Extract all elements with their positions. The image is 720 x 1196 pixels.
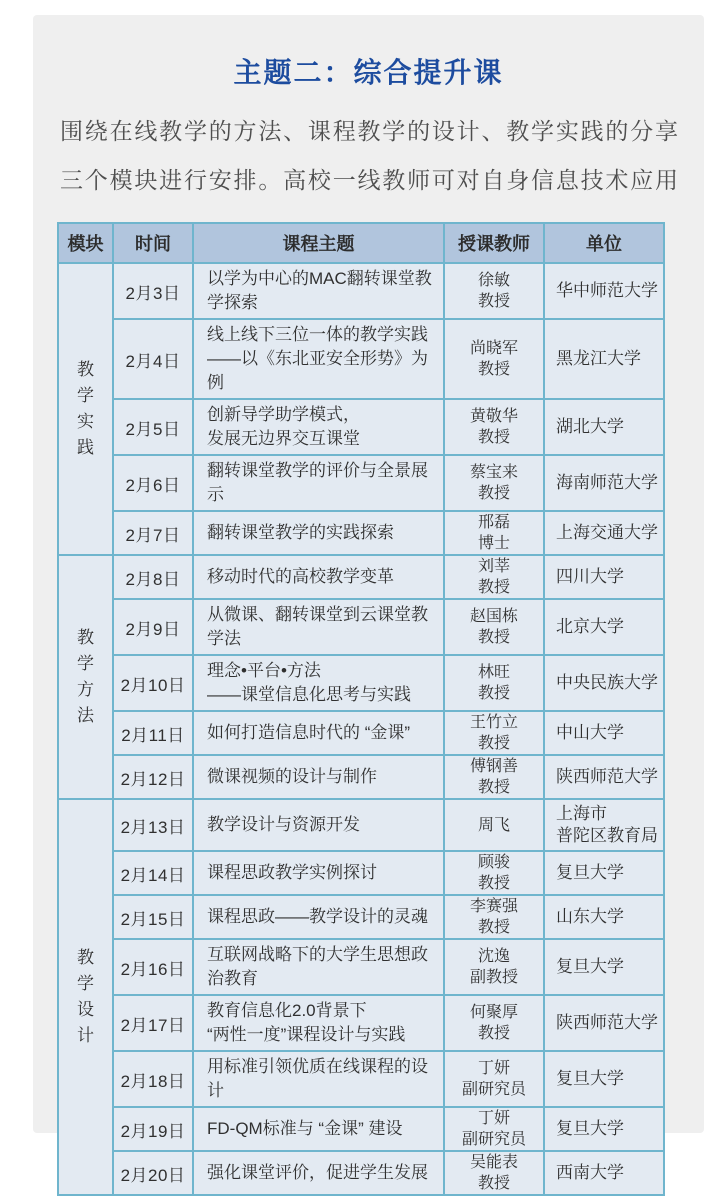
table-row — [58, 799, 664, 851]
teacher-cell — [444, 995, 544, 1051]
table-row — [58, 599, 664, 655]
date-cell-line: 2月9日 — [125, 619, 181, 639]
topic-cell — [193, 939, 444, 995]
unit-cell — [544, 1107, 664, 1151]
teacher-cell — [444, 1151, 544, 1195]
date-cell-line: 2月7日 — [125, 525, 181, 545]
topic-cell-line: 教学设计与资源开发 — [207, 815, 360, 834]
unit-cell-line: 山东大学 — [556, 907, 624, 926]
table-row — [58, 319, 664, 399]
unit-cell-line: 中山大学 — [556, 723, 624, 742]
date-cell — [113, 711, 193, 755]
teacher-cell-line: 教授 — [477, 1175, 510, 1192]
teacher-cell — [444, 799, 544, 851]
page-title: 主题二：综合提升课 — [233, 57, 504, 88]
teacher-cell — [444, 599, 544, 655]
date-cell — [113, 939, 193, 995]
module-label-char: 学 — [77, 974, 94, 993]
teacher-cell-line: 顾骏 — [477, 854, 510, 871]
module-cell — [58, 555, 113, 799]
teacher-cell-line: 傅钢善 — [469, 758, 518, 775]
topic-cell — [193, 263, 444, 319]
teacher-cell-line: 教授 — [477, 579, 510, 596]
table-row — [58, 263, 664, 319]
topic-cell-line: 以学为中心的MAC翻转课堂教学探索 — [207, 269, 432, 312]
module-label-char: 教 — [77, 628, 94, 647]
unit-cell — [544, 939, 664, 995]
teacher-cell — [444, 263, 544, 319]
table-header — [58, 223, 664, 263]
date-cell — [113, 755, 193, 799]
topic-cell-line: 微课视频的设计与制作 — [207, 767, 377, 786]
topic-cell-line: 创新导学助学模式， — [207, 405, 360, 424]
topic-cell-line: ——以《东北亚安全形势》为例 — [207, 349, 428, 392]
teacher-cell-line: 周飞 — [477, 816, 510, 834]
date-cell-line: 2月12日 — [120, 769, 186, 789]
teacher-cell-line: 教授 — [477, 1025, 510, 1042]
date-cell-line: 2月14日 — [120, 865, 186, 885]
date-cell-line: 2月16日 — [120, 959, 186, 979]
teacher-cell — [444, 851, 544, 895]
date-cell — [113, 455, 193, 511]
col-header-module: 模块 — [58, 223, 113, 263]
teacher-cell — [444, 755, 544, 799]
topic-cell — [193, 655, 444, 711]
unit-cell-line: 复旦大学 — [556, 863, 624, 882]
module-label-char: 践 — [77, 438, 94, 457]
teacher-cell-line: 教授 — [477, 919, 510, 936]
teacher-cell-line: 教授 — [477, 779, 510, 796]
table-row — [58, 895, 664, 939]
unit-cell — [544, 655, 664, 711]
topic-cell — [193, 455, 444, 511]
date-cell — [113, 1107, 193, 1151]
date-cell — [113, 851, 193, 895]
date-cell-line: 2月20日 — [120, 1165, 186, 1185]
teacher-cell — [444, 1051, 544, 1107]
topic-cell-line: 翻转课堂教学的实践探索 — [207, 523, 394, 542]
module-label-char: 方 — [77, 680, 94, 699]
topic-cell-line: ——课堂信息化思考与实践 — [207, 685, 411, 704]
col-header-teacher: 授课教师 — [444, 223, 544, 263]
unit-cell — [544, 399, 664, 455]
teacher-cell-line: 丁妍 — [477, 1110, 510, 1127]
intro-paragraph — [60, 107, 678, 205]
table-row — [58, 399, 664, 455]
topic-cell-line: 线上线下三位一体的教学实践 — [207, 325, 428, 344]
teacher-cell — [444, 399, 544, 455]
topic-cell-line: 强化课堂评价，促进学生发展 — [207, 1163, 428, 1182]
teacher-cell-line: 黄敬华 — [469, 408, 518, 425]
table-row — [58, 711, 664, 755]
unit-cell — [544, 995, 664, 1051]
date-cell — [113, 655, 193, 711]
topic-cell — [193, 755, 444, 799]
teacher-cell-line: 教授 — [477, 429, 510, 446]
module-label-char: 法 — [77, 706, 94, 725]
topic-cell-line: 发展无边界交互课堂 — [207, 429, 360, 448]
table-row — [58, 755, 664, 799]
topic-cell — [193, 511, 444, 555]
teacher-cell-line: 丁妍 — [477, 1060, 510, 1077]
unit-cell-line: 湖北大学 — [556, 417, 624, 436]
teacher-cell-line: 博士 — [477, 535, 510, 552]
col-header-unit: 单位 — [544, 223, 664, 263]
date-cell-line: 2月13日 — [120, 817, 186, 837]
topic-cell — [193, 555, 444, 599]
topic-cell-line: 课程思政教学实例探讨 — [207, 863, 377, 882]
date-cell-line: 2月19日 — [120, 1121, 186, 1141]
topic-cell — [193, 1151, 444, 1195]
date-cell-line: 2月17日 — [120, 1015, 186, 1035]
topic-cell — [193, 799, 444, 851]
module-label-char: 计 — [77, 1026, 94, 1045]
teacher-cell-line: 李赛强 — [469, 898, 518, 915]
table-row — [58, 995, 664, 1051]
unit-cell — [544, 263, 664, 319]
unit-cell-line: 陕西师范大学 — [556, 767, 658, 786]
topic-cell — [193, 1107, 444, 1151]
unit-cell-line: 上海交通大学 — [556, 523, 658, 542]
unit-cell-line: 黑龙江大学 — [556, 349, 641, 368]
topic-cell — [193, 1051, 444, 1107]
teacher-cell-line: 教授 — [477, 875, 510, 892]
unit-cell — [544, 895, 664, 939]
unit-cell — [544, 711, 664, 755]
unit-cell-line: 复旦大学 — [556, 957, 624, 976]
unit-cell-line: 复旦大学 — [556, 1119, 624, 1138]
topic-cell-line: 课程思政——教学设计的灵魂 — [207, 907, 428, 926]
teacher-cell-line: 教授 — [477, 361, 510, 378]
unit-cell — [544, 1051, 664, 1107]
intro-line-1: 围绕在线教学的方法、课程教学的设计、教学实践的分享 — [60, 118, 678, 144]
topic-cell — [193, 851, 444, 895]
date-cell-line: 2月10日 — [120, 675, 186, 695]
teacher-cell-line: 教授 — [477, 629, 510, 646]
date-cell — [113, 599, 193, 655]
date-cell — [113, 399, 193, 455]
col-header-topic: 课程主题 — [193, 223, 444, 263]
date-cell-line: 2月3日 — [125, 283, 181, 303]
date-cell — [113, 319, 193, 399]
topic-cell-line: FD-QM标准与 “金课” 建设 — [207, 1119, 403, 1138]
unit-cell — [544, 799, 664, 851]
teacher-cell-line: 邢磊 — [477, 514, 510, 531]
unit-cell — [544, 555, 664, 599]
unit-cell-line: 上海市 — [556, 804, 607, 823]
unit-cell-line: 中央民族大学 — [556, 673, 658, 692]
table-body — [58, 263, 664, 1195]
unit-cell-line: 北京大学 — [556, 617, 624, 636]
unit-cell — [544, 319, 664, 399]
topic-cell — [193, 399, 444, 455]
table-header-row — [58, 223, 664, 263]
teacher-cell-line: 尚晓军 — [469, 340, 518, 357]
date-cell-line: 2月8日 — [125, 569, 181, 589]
unit-cell-line: 西南大学 — [556, 1163, 624, 1182]
table-row — [58, 939, 664, 995]
topic-cell-line: 互联网战略下的大学生思想政治教育 — [207, 945, 428, 988]
module-label-char: 学 — [77, 654, 94, 673]
teacher-cell — [444, 555, 544, 599]
topic-cell-line: 如何打造信息时代的 “金课” — [207, 723, 411, 742]
topic-cell-line: 理念•平台•方法 — [207, 661, 321, 680]
date-cell-line: 2月18日 — [120, 1071, 186, 1091]
date-cell — [113, 799, 193, 851]
module-label-char: 设 — [77, 1000, 94, 1019]
teacher-cell-line: 刘莘 — [477, 558, 510, 575]
topic-cell-line: “两性一度”课程设计与实践 — [207, 1025, 406, 1044]
teacher-cell-line: 教授 — [477, 685, 510, 702]
table-row — [58, 851, 664, 895]
module-label-char: 教 — [77, 360, 94, 379]
date-cell-line: 2月11日 — [121, 725, 185, 745]
teacher-cell-line: 副研究员 — [461, 1081, 526, 1098]
teacher-cell-line: 徐敏 — [477, 272, 510, 289]
unit-cell-line: 普陀区教育局 — [556, 826, 658, 845]
unit-cell — [544, 511, 664, 555]
teacher-cell-line: 教授 — [477, 293, 510, 310]
teacher-cell-line: 林旺 — [477, 664, 510, 681]
unit-cell-line: 复旦大学 — [556, 1069, 624, 1088]
teacher-cell — [444, 895, 544, 939]
table-row — [58, 455, 664, 511]
unit-cell-line: 四川大学 — [556, 567, 624, 586]
col-header-time: 时间 — [113, 223, 193, 263]
content-panel — [33, 15, 704, 1192]
teacher-cell-line: 何聚厚 — [469, 1004, 518, 1021]
date-cell-line: 2月6日 — [125, 475, 181, 495]
unit-cell — [544, 755, 664, 799]
topic-cell-line: 翻转课堂教学的评价与全景展示 — [207, 461, 428, 504]
teacher-cell-line: 吴能表 — [469, 1154, 518, 1171]
intro-line-2: 三个模块进行安排。高校一线教师可对自身信息技术应用 — [60, 167, 678, 193]
teacher-cell — [444, 1107, 544, 1151]
teacher-cell — [444, 319, 544, 399]
topic-cell — [193, 995, 444, 1051]
module-label-char: 教 — [77, 948, 94, 967]
date-cell-line: 2月4日 — [125, 351, 181, 371]
topic-cell — [193, 599, 444, 655]
topic-cell-line: 从微课、翻转课堂到云课堂教学法 — [207, 605, 428, 648]
unit-cell — [544, 455, 664, 511]
module-cell — [58, 263, 113, 555]
teacher-cell-line: 蔡宝来 — [469, 464, 518, 481]
teacher-cell-line: 副研究员 — [461, 1131, 526, 1148]
teacher-cell — [444, 455, 544, 511]
teacher-cell-line: 沈逸 — [477, 948, 510, 965]
date-cell — [113, 995, 193, 1051]
unit-cell — [544, 1151, 664, 1195]
unit-cell-line: 陕西师范大学 — [556, 1013, 658, 1032]
teacher-cell — [444, 939, 544, 995]
schedule-table — [57, 222, 665, 1196]
date-cell — [113, 511, 193, 555]
module-cell — [58, 799, 113, 1195]
topic-cell — [193, 319, 444, 399]
unit-cell-line: 海南师范大学 — [556, 473, 658, 492]
teacher-cell-line: 教授 — [477, 485, 510, 502]
teacher-cell — [444, 511, 544, 555]
unit-cell — [544, 599, 664, 655]
date-cell — [113, 555, 193, 599]
table-row — [58, 1107, 664, 1151]
date-cell-line: 2月15日 — [120, 909, 186, 929]
table-row — [58, 555, 664, 599]
unit-cell — [544, 851, 664, 895]
topic-cell-line: 移动时代的高校教学变革 — [207, 567, 394, 586]
module-label-char: 实 — [77, 412, 94, 431]
teacher-cell-line: 教授 — [477, 735, 510, 752]
unit-cell-line: 华中师范大学 — [556, 281, 658, 300]
table-row — [58, 1051, 664, 1107]
teacher-cell — [444, 711, 544, 755]
teacher-cell-line: 副教授 — [469, 969, 518, 986]
teacher-cell — [444, 655, 544, 711]
teacher-cell-line: 赵国栋 — [469, 608, 518, 625]
date-cell-line: 2月5日 — [125, 419, 181, 439]
date-cell — [113, 895, 193, 939]
topic-cell-line: 教育信息化2.0背景下 — [207, 1001, 367, 1020]
teacher-cell-line: 王竹立 — [469, 714, 518, 731]
table-row — [58, 511, 664, 555]
date-cell — [113, 263, 193, 319]
topic-cell — [193, 711, 444, 755]
date-cell — [113, 1051, 193, 1107]
date-cell — [113, 1151, 193, 1195]
table-row — [58, 655, 664, 711]
module-label-char: 学 — [77, 386, 94, 405]
table-row — [58, 1151, 664, 1195]
topic-cell — [193, 895, 444, 939]
topic-cell-line: 用标准引领优质在线课程的设计 — [207, 1057, 428, 1100]
